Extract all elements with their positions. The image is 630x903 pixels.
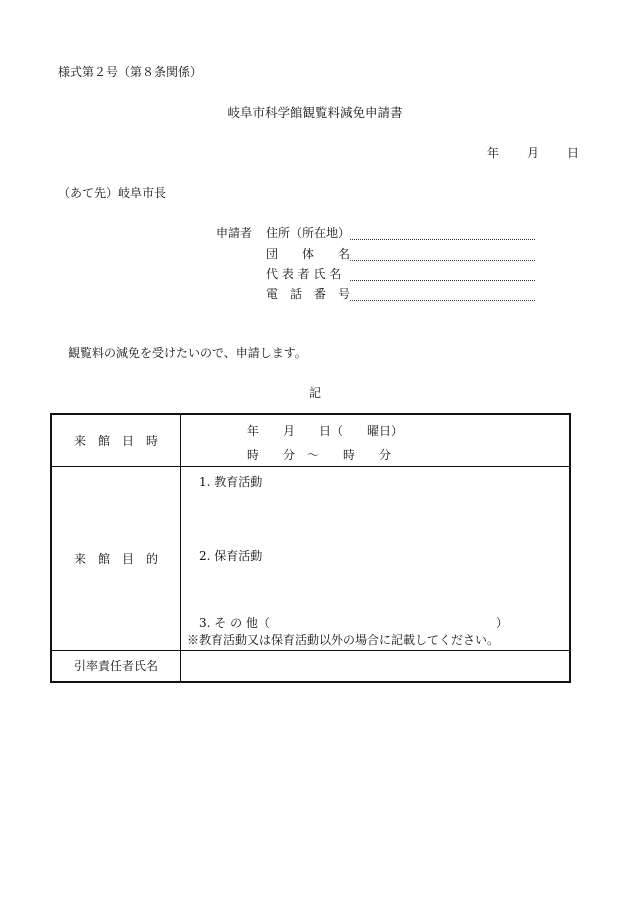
table-row xyxy=(51,414,570,467)
statement-text: 観覧料の減免を受けたいので、申請します。 xyxy=(68,346,307,360)
visit-purpose-label: 来 館 目 的 xyxy=(51,467,181,651)
addressee: （あて先）岐阜市長 xyxy=(58,186,167,200)
organization-field-line[interactable] xyxy=(350,260,535,261)
purpose-other-close: ） xyxy=(496,616,509,630)
representative-label: 代 表 者 氏 名 xyxy=(266,267,342,281)
visit-purpose-cell[interactable] xyxy=(181,467,571,651)
purpose-note: ※教育活動又は保育活動以外の場合に記載してください。 xyxy=(187,633,500,647)
form-number: 様式第２号（第８条関係） xyxy=(58,65,203,79)
address-label: 住所（所在地） xyxy=(266,226,351,240)
table-row xyxy=(51,651,570,682)
phone-label: 電 話 番 号 xyxy=(266,287,351,301)
visit-time-line: 時 分 ～ 時 分 xyxy=(247,448,392,462)
date-month: 月 xyxy=(527,146,540,160)
phone-field-line[interactable] xyxy=(350,300,535,301)
document-title: 岐阜市科学館観覧料減免申請書 xyxy=(227,105,403,120)
address-field-line[interactable] xyxy=(350,239,535,240)
leader-name-label: 引率責任者氏名 xyxy=(51,651,181,682)
application-table xyxy=(50,413,571,683)
leader-name-cell[interactable] xyxy=(181,651,571,682)
purpose-option-other: 3. そ の 他（ xyxy=(199,616,270,630)
applicant-label: 申請者 xyxy=(216,226,253,240)
date-year: 年 xyxy=(487,146,500,160)
organization-label: 団 体 名 xyxy=(266,247,351,261)
purpose-option-childcare: 2. 保育活動 xyxy=(199,549,263,563)
table-row xyxy=(51,467,570,651)
purpose-option-education: 1. 教育活動 xyxy=(199,475,263,489)
visit-date-line: 年 月 日（ 曜日） xyxy=(247,424,404,438)
ki-heading: 記 xyxy=(308,386,321,400)
date-day: 日 xyxy=(567,146,580,160)
representative-field-line[interactable] xyxy=(350,280,535,281)
visit-datetime-cell[interactable] xyxy=(181,414,571,467)
visit-datetime-label: 来 館 日 時 xyxy=(51,414,181,467)
date-line xyxy=(487,147,579,159)
